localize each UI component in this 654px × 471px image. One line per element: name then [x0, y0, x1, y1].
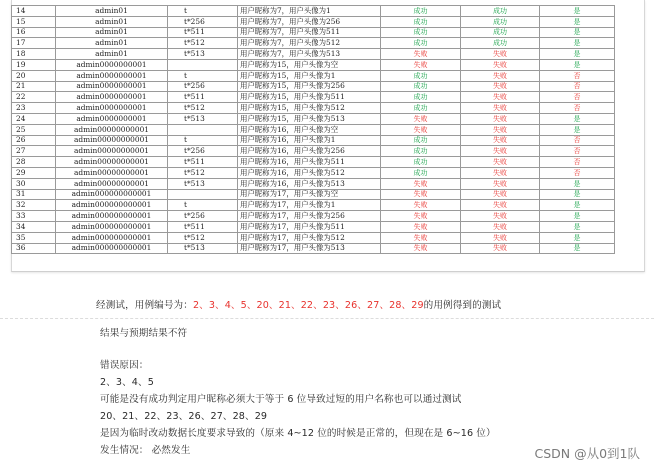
match-cell: 否	[540, 70, 615, 81]
username-cell: admin000000000001	[56, 232, 168, 243]
match-cell: 是	[540, 124, 615, 135]
match-cell: 否	[540, 81, 615, 92]
description-cell: 用户昵称为17，用户头像为256	[238, 211, 381, 222]
expected-result-cell: 成功	[381, 135, 461, 146]
expected-result-cell: 失败	[381, 211, 461, 222]
case-number-cell: 27	[12, 146, 56, 157]
case-number-cell: 32	[12, 200, 56, 211]
table-row	[12, 16, 615, 27]
case-number-cell: 29	[12, 167, 56, 178]
case-number-cell: 24	[12, 113, 56, 124]
case-number-cell: 14	[12, 6, 56, 17]
actual-result-cell: 成功	[461, 27, 540, 38]
avatar-input-cell: t*512	[168, 167, 238, 178]
table-row	[12, 92, 615, 103]
table-row	[12, 211, 615, 222]
table-row	[12, 243, 615, 254]
username-cell: admin0000000001	[56, 92, 168, 103]
occurrence-line: 发生情况： 必然发生	[100, 445, 191, 456]
description-cell: 用户昵称为7，用户头像为512	[238, 38, 381, 49]
username-cell: admin000000000001	[56, 243, 168, 254]
match-cell: 是	[540, 16, 615, 27]
match-cell: 是	[540, 243, 615, 254]
error-group-1-ids: 2、3、4、5	[100, 377, 154, 388]
description-cell: 用户昵称为15，用户头像为512	[238, 103, 381, 114]
username-cell: admin00000000001	[56, 178, 168, 189]
avatar-input-cell: t*256	[168, 81, 238, 92]
avatar-input-cell: t*256	[168, 16, 238, 27]
username-cell: admin000000000001	[56, 200, 168, 211]
avatar-input-cell: t	[168, 70, 238, 81]
username-cell: admin000000000001	[56, 189, 168, 200]
actual-result-cell: 失败	[461, 167, 540, 178]
username-cell: admin01	[56, 16, 168, 27]
summary-line	[96, 300, 501, 312]
avatar-input-cell: t*513	[168, 49, 238, 60]
case-number-cell: 31	[12, 189, 56, 200]
expected-result-cell: 成功	[381, 103, 461, 114]
case-number-cell: 19	[12, 59, 56, 70]
match-cell: 是	[540, 38, 615, 49]
case-number-cell: 20	[12, 70, 56, 81]
username-cell: admin00000000001	[56, 124, 168, 135]
avatar-input-cell: t*513	[168, 113, 238, 124]
username-cell: admin000000000001	[56, 221, 168, 232]
table-row	[12, 38, 615, 49]
username-cell: admin0000000001	[56, 113, 168, 124]
description-cell: 用户昵称为17，用户头像为511	[238, 221, 381, 232]
summary-suffix: 的用例得到的测试	[423, 300, 502, 311]
username-cell: admin01	[56, 49, 168, 60]
avatar-input-cell: t*511	[168, 157, 238, 168]
case-number-cell: 33	[12, 211, 56, 222]
error-group-2-reason: 是因为临时改动数据长度要求导致的（原来 4~12 位的时候是正常的，但现在是 6~16 位）	[100, 428, 496, 439]
table-row	[12, 189, 615, 200]
case-number-cell: 28	[12, 157, 56, 168]
actual-result-cell: 失败	[461, 221, 540, 232]
table-row	[12, 124, 615, 135]
description-cell: 用户昵称为15，用户头像为513	[238, 113, 381, 124]
username-cell: admin0000000001	[56, 70, 168, 81]
description-cell: 用户昵称为17，用户头像为空	[238, 189, 381, 200]
case-number-cell: 17	[12, 38, 56, 49]
description-cell: 用户昵称为16，用户头像为空	[238, 124, 381, 135]
description-cell: 用户昵称为17，用户头像为513	[238, 243, 381, 254]
expected-result-cell: 失败	[381, 178, 461, 189]
expected-result-cell: 成功	[381, 70, 461, 81]
expected-result-cell: 成功	[381, 146, 461, 157]
case-number-cell: 30	[12, 178, 56, 189]
error-group-1-reason: 可能是没有成功判定用户昵称必须大于等于 6 位导致过短的用户名称也可以通过测试	[100, 394, 462, 405]
expected-result-cell: 失败	[381, 113, 461, 124]
match-cell: 是	[540, 200, 615, 211]
expected-result-cell: 失败	[381, 49, 461, 60]
description-cell: 用户昵称为15，用户头像为256	[238, 81, 381, 92]
actual-result-cell: 失败	[461, 135, 540, 146]
table-row	[12, 135, 615, 146]
username-cell: admin01	[56, 38, 168, 49]
table-row	[12, 146, 615, 157]
actual-result-cell: 成功	[461, 16, 540, 27]
match-cell: 是	[540, 6, 615, 17]
match-cell: 否	[540, 135, 615, 146]
test-results-table	[11, 5, 615, 254]
description-cell: 用户昵称为17，用户头像为512	[238, 232, 381, 243]
expected-result-cell: 成功	[381, 27, 461, 38]
actual-result-cell: 失败	[461, 232, 540, 243]
match-cell: 否	[540, 92, 615, 103]
expected-result-cell: 成功	[381, 16, 461, 27]
match-cell: 是	[540, 113, 615, 124]
avatar-input-cell: t*256	[168, 146, 238, 157]
actual-result-cell: 失败	[461, 157, 540, 168]
case-number-cell: 36	[12, 243, 56, 254]
table-row	[12, 113, 615, 124]
case-number-cell: 21	[12, 81, 56, 92]
match-cell: 是	[540, 189, 615, 200]
failed-case-ids: 2、3、4、5、20、21、22、23、26、27、28、29	[192, 300, 424, 311]
case-number-cell: 34	[12, 221, 56, 232]
match-cell: 是	[540, 178, 615, 189]
expected-result-cell: 失败	[381, 59, 461, 70]
actual-result-cell: 失败	[461, 243, 540, 254]
username-cell: admin000000000001	[56, 211, 168, 222]
username-cell: admin01	[56, 6, 168, 17]
actual-result-cell: 失败	[461, 103, 540, 114]
table-row	[12, 6, 615, 17]
actual-result-cell: 失败	[461, 146, 540, 157]
match-cell: 是	[540, 232, 615, 243]
table-row	[12, 103, 615, 114]
case-number-cell: 25	[12, 124, 56, 135]
table-row	[12, 27, 615, 38]
table-body	[12, 6, 615, 254]
actual-result-cell: 失败	[461, 81, 540, 92]
case-number-cell: 16	[12, 27, 56, 38]
page-break-line	[0, 318, 654, 319]
username-cell: admin00000000001	[56, 135, 168, 146]
expected-result-cell: 失败	[381, 243, 461, 254]
match-cell: 否	[540, 157, 615, 168]
error-group-2-ids: 20、21、22、23、26、27、28、29	[100, 411, 268, 422]
avatar-input-cell: t*511	[168, 27, 238, 38]
match-cell: 是	[540, 49, 615, 60]
actual-result-cell: 失败	[461, 189, 540, 200]
description-cell: 用户昵称为16，用户头像为1	[238, 135, 381, 146]
description-cell: 用户昵称为7，用户头像为1	[238, 6, 381, 17]
expected-result-cell: 失败	[381, 232, 461, 243]
expected-result-cell: 失败	[381, 124, 461, 135]
description-cell: 用户昵称为16，用户头像为512	[238, 167, 381, 178]
table-row	[12, 221, 615, 232]
avatar-input-cell	[168, 189, 238, 200]
expected-result-cell: 失败	[381, 189, 461, 200]
actual-result-cell: 失败	[461, 92, 540, 103]
avatar-input-cell: t	[168, 6, 238, 17]
username-cell: admin0000000001	[56, 81, 168, 92]
description-cell: 用户昵称为7，用户头像为513	[238, 49, 381, 60]
avatar-input-cell: t*512	[168, 232, 238, 243]
csdn-watermark: CSDN @从0到1队	[534, 446, 640, 461]
avatar-input-cell: t*256	[168, 211, 238, 222]
actual-result-cell: 失败	[461, 124, 540, 135]
username-cell: admin01	[56, 27, 168, 38]
username-cell: admin00000000001	[56, 157, 168, 168]
match-cell: 否	[540, 103, 615, 114]
avatar-input-cell: t*513	[168, 243, 238, 254]
actual-result-cell: 成功	[461, 38, 540, 49]
actual-result-cell: 失败	[461, 113, 540, 124]
match-cell: 是	[540, 27, 615, 38]
match-cell: 是	[540, 211, 615, 222]
avatar-input-cell: t	[168, 135, 238, 146]
actual-result-cell: 失败	[461, 49, 540, 60]
table-row	[12, 49, 615, 60]
expected-result-cell: 成功	[381, 6, 461, 17]
description-cell: 用户昵称为16，用户头像为511	[238, 157, 381, 168]
actual-result-cell: 失败	[461, 178, 540, 189]
match-cell: 是	[540, 221, 615, 232]
description-cell: 用户昵称为16，用户头像为513	[238, 178, 381, 189]
expected-result-cell: 成功	[381, 81, 461, 92]
case-number-cell: 23	[12, 103, 56, 114]
expected-result-cell: 成功	[381, 167, 461, 178]
description-cell: 用户昵称为7，用户头像为256	[238, 16, 381, 27]
case-number-cell: 18	[12, 49, 56, 60]
match-cell: 否	[540, 146, 615, 157]
description-cell: 用户昵称为7，用户头像为511	[238, 27, 381, 38]
case-number-cell: 35	[12, 232, 56, 243]
expected-result-cell: 失败	[381, 200, 461, 211]
case-number-cell: 22	[12, 92, 56, 103]
avatar-input-cell	[168, 59, 238, 70]
table-row	[12, 59, 615, 70]
avatar-input-cell: t*513	[168, 178, 238, 189]
avatar-input-cell: t*512	[168, 103, 238, 114]
avatar-input-cell: t*512	[168, 38, 238, 49]
table-row	[12, 157, 615, 168]
actual-result-cell: 失败	[461, 200, 540, 211]
description-cell: 用户昵称为15，用户头像为1	[238, 70, 381, 81]
table-row	[12, 232, 615, 243]
description-cell: 用户昵称为15，用户头像为511	[238, 92, 381, 103]
summary-prefix: 经测试，用例编号为：	[96, 300, 193, 311]
actual-result-cell: 失败	[461, 211, 540, 222]
actual-result-cell: 成功	[461, 6, 540, 17]
expected-result-cell: 失败	[381, 221, 461, 232]
match-cell: 是	[540, 59, 615, 70]
error-cause-heading: 错误原因：	[100, 360, 149, 371]
table-row	[12, 178, 615, 189]
username-cell: admin0000000001	[56, 103, 168, 114]
result-mismatch-line: 结果与预期结果不符	[100, 328, 188, 339]
username-cell: admin0000000001	[56, 59, 168, 70]
avatar-input-cell	[168, 124, 238, 135]
table-row	[12, 81, 615, 92]
actual-result-cell: 失败	[461, 70, 540, 81]
table-row	[12, 70, 615, 81]
case-number-cell: 26	[12, 135, 56, 146]
expected-result-cell: 成功	[381, 92, 461, 103]
avatar-input-cell: t	[168, 200, 238, 211]
table-row	[12, 200, 615, 211]
case-number-cell: 15	[12, 16, 56, 27]
username-cell: admin00000000001	[56, 146, 168, 157]
match-cell: 否	[540, 167, 615, 178]
expected-result-cell: 成功	[381, 157, 461, 168]
expected-result-cell: 成功	[381, 38, 461, 49]
username-cell: admin00000000001	[56, 167, 168, 178]
table-row	[12, 167, 615, 178]
description-cell: 用户昵称为16，用户头像为256	[238, 146, 381, 157]
avatar-input-cell: t*511	[168, 221, 238, 232]
actual-result-cell: 失败	[461, 59, 540, 70]
avatar-input-cell: t*511	[168, 92, 238, 103]
description-cell: 用户昵称为17，用户头像为1	[238, 200, 381, 211]
description-cell: 用户昵称为15，用户头像为空	[238, 59, 381, 70]
